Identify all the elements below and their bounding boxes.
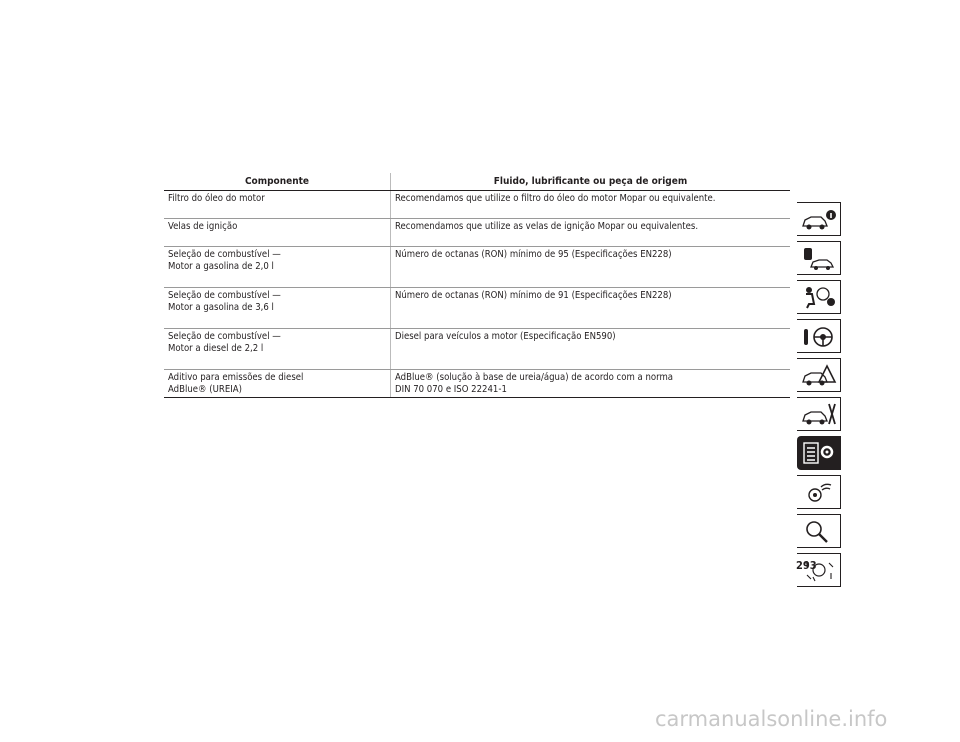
tab-safety[interactable] [797, 280, 841, 314]
tab-starting[interactable] [797, 319, 841, 353]
cell-component: Seleção de combustível — Motor a gasolina de 3,6 l [164, 288, 391, 329]
tab-specifications[interactable] [797, 436, 841, 470]
specifications-table [164, 173, 790, 398]
cell-component: Seleção de combustível — Motor a diesel de 2,2 l [164, 329, 391, 370]
table-row [164, 219, 790, 247]
table-row [164, 191, 790, 219]
watermark: carmanualsonline.info [655, 707, 888, 731]
steering-wheel-icon [801, 323, 837, 349]
tab-index[interactable] [797, 514, 841, 548]
warning-triangle-car-icon [801, 362, 837, 388]
tab-multimedia[interactable] [797, 475, 841, 509]
table-row [164, 329, 790, 370]
cell-component: Seleção de combustível — Motor a gasolina de 2,0 l [164, 247, 391, 288]
tab-car-info[interactable] [797, 202, 841, 236]
cell-fluid: AdBlue® (solução à base de ureia/água) de acordo com a norma DIN 70 070 e ISO 22241-1 [391, 370, 791, 398]
cell-component: Filtro do óleo do motor [164, 191, 391, 219]
cell-fluid: Número de octanas (RON) mínimo de 95 (Especificações EN228) [391, 247, 791, 288]
multimedia-icon [801, 479, 837, 505]
tab-service[interactable] [797, 397, 841, 431]
table-row [164, 370, 790, 398]
cell-fluid: Diesel para veículos a motor (Especificação EN590) [391, 329, 791, 370]
chapter-tabs [797, 202, 841, 592]
cell-fluid: Recomendamos que utilize o filtro do óleo do motor Mopar ou equivalente. [391, 191, 791, 219]
cell-fluid: Recomendamos que utilize as velas de ignição Mopar ou equivalentes. [391, 219, 791, 247]
table-header-row [164, 173, 790, 191]
table-row [164, 247, 790, 288]
tab-car-key[interactable] [797, 241, 841, 275]
header-fluid: Fluido, lubrificante ou peça de origem [391, 173, 791, 191]
tab-emergency[interactable] [797, 358, 841, 392]
table-row [164, 288, 790, 329]
page-number: 293 [796, 559, 817, 572]
cell-component: Aditivo para emissões de diesel AdBlue® (UREIA) [164, 370, 391, 398]
car-tools-icon [801, 401, 837, 427]
cell-fluid: Número de octanas (RON) mínimo de 91 (Especificações EN228) [391, 288, 791, 329]
car-info-icon [801, 206, 837, 232]
specifications-gear-icon [801, 440, 837, 466]
car-key-icon [801, 245, 837, 271]
cell-component: Velas de ignição [164, 219, 391, 247]
search-index-icon [801, 518, 837, 544]
airbag-person-icon [801, 284, 837, 310]
header-component: Componente [164, 173, 391, 191]
